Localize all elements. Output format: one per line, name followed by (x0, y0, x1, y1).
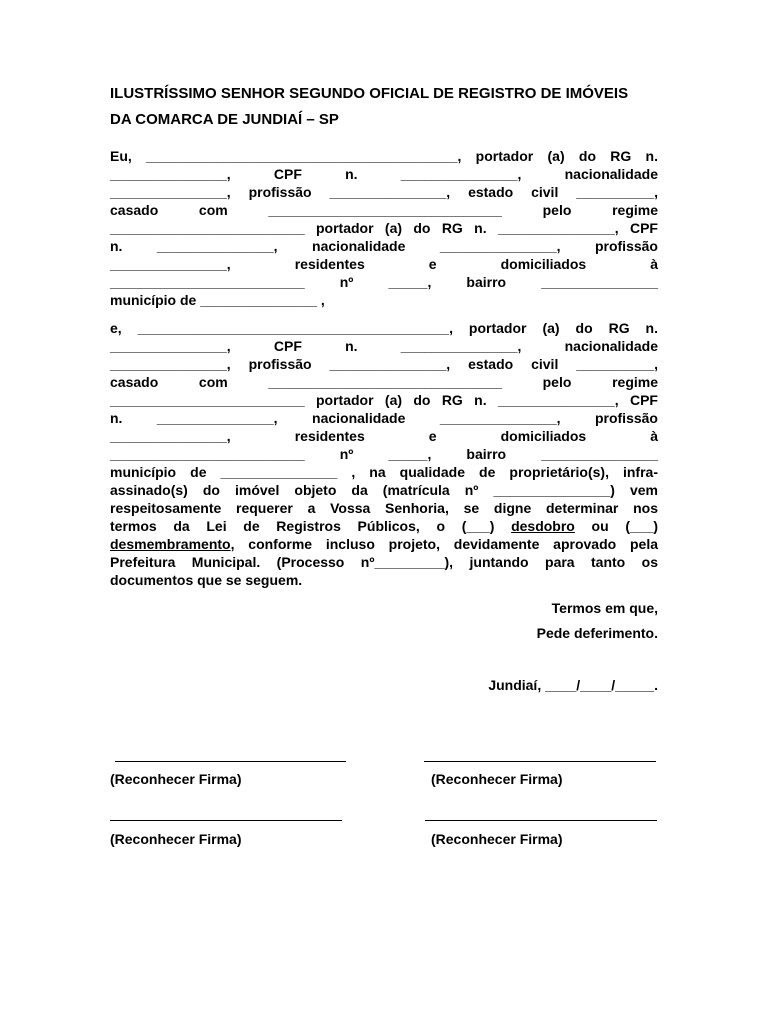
signature-line (425, 820, 657, 821)
text-line: município de _______________ , na qualidade de proprietário(s), infra- (110, 464, 658, 480)
text-line: n. _______________, nacionalidade _______________, profissão (110, 238, 658, 254)
text-line: Eu, ________________________________________, portador (a) do RG n. (110, 148, 658, 164)
text-line: _______________, residentes e domiciliados à (110, 256, 658, 272)
text-line: Prefeitura Municipal. (Processo nº_________), juntando para tanto os (110, 554, 658, 570)
signature-label: (Reconhecer Firma) (110, 831, 242, 847)
text-line-desdobro (110, 517, 658, 535)
text-line: documentos que se seguem. (110, 572, 303, 588)
text-line: respeitosamente requerer a Vossa Senhoria, se digne determinar nos (110, 500, 658, 516)
text-line: _______________, CPF n. _______________, nacionalidade (110, 338, 658, 354)
text-line-desmembramento (110, 535, 658, 553)
date-line: Jundiaí, ____/____/_____. (488, 677, 658, 693)
signature-line (110, 820, 342, 821)
text-line: e, ________________________________________, portador (a) do RG n. (110, 320, 658, 336)
text-line: _______________, residentes e domiciliados à (110, 428, 658, 444)
desmembramento-term: desmembramento (110, 536, 231, 552)
heading-line-1: ILUSTRÍSSIMO SENHOR SEGUNDO OFICIAL DE REGISTRO DE IMÓVEIS (110, 85, 629, 102)
heading-line-2: DA COMARCA DE JUNDIAÍ – SP (110, 111, 339, 128)
signature-label: (Reconhecer Firma) (110, 771, 242, 787)
text-line: _________________________ portador (a) do RG n. _______________, CPF (110, 220, 658, 236)
text-line: _________________________ nº _____, bairro _______________ (110, 274, 658, 290)
desdobro-term: desdobro (511, 518, 575, 534)
closing-line-1: Termos em que, (551, 600, 658, 616)
signature-line (424, 761, 656, 762)
text-fragment: termos da Lei de Registros Públicos, o (___) (110, 518, 495, 534)
text-line: assinado(s) do imóvel objeto da (matrícula nº _______________) vem (110, 482, 658, 498)
text-line: _______________, CPF n. _______________, nacionalidade (110, 166, 658, 182)
text-line: casado com ______________________________ pelo regime (110, 374, 658, 390)
text-line: _______________, profissão _______________, estado civil __________, (110, 184, 658, 200)
signature-label: (Reconhecer Firma) (431, 831, 563, 847)
signature-label: (Reconhecer Firma) (431, 771, 563, 787)
text-line: _________________________ portador (a) do RG n. _______________, CPF (110, 392, 658, 408)
text-line: município de _______________ , (110, 292, 325, 308)
text-line: _______________, profissão _______________, estado civil __________, (110, 356, 658, 372)
text-fragment: , conforme incluso projeto, devidamente aprovado pela (230, 536, 658, 552)
text-line: _________________________ nº _____, bairro _______________ (110, 446, 658, 462)
text-fragment: ou (___) (591, 518, 659, 534)
text-line: casado com ______________________________ pelo regime (110, 202, 658, 218)
signature-line (115, 761, 346, 762)
text-line: n. _______________, nacionalidade _______________, profissão (110, 410, 658, 426)
closing-line-2: Pede deferimento. (536, 625, 658, 641)
